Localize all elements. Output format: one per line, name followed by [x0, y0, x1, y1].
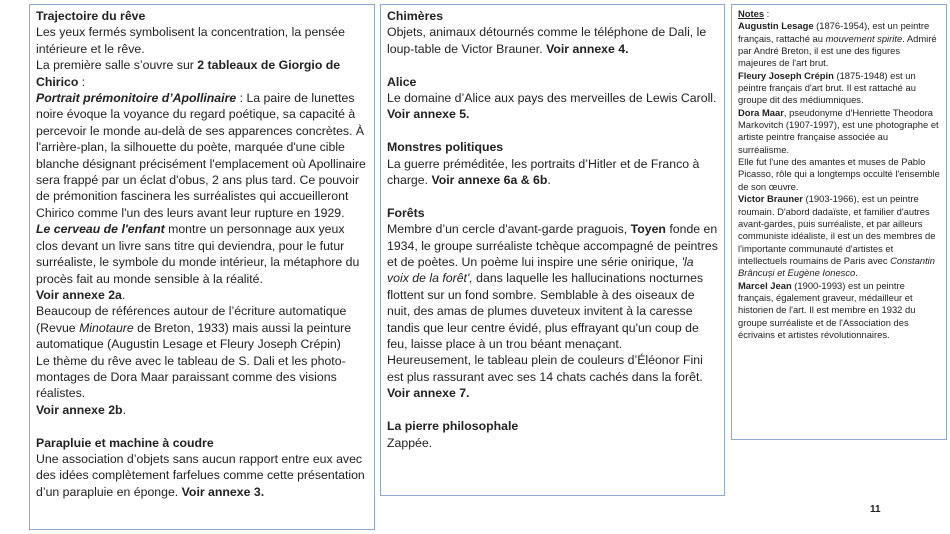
automatic-writing-paragraph: Beaucoup de références autour de l’écriture automatique (Revue Minotaure de Breton, 1933) mais aussi la peinture automatique (Augustin Lesage et Fleury Joseph Crépin) — [36, 304, 352, 352]
section-title-forets: Forêts — [387, 205, 425, 220]
pierre-paragraph: Zappée. — [387, 435, 433, 450]
section-title-parapluie: Parapluie et machine à coudre — [36, 435, 214, 450]
monstres-paragraph: La guerre préméditée, les portraits d’Hitler et de Franco à charge. Voir annexe 6a & 6b. — [387, 156, 700, 188]
notes-heading: Notes : — [738, 8, 770, 19]
cerveau-paragraph: Le cerveau de l'enfant montre un personnage aux yeux clos devant un livre sans titre qui deviendra, pour le futur surréaliste, le symbole du monde intérieur, la métaphore du procès fait au monde sensible à la réalité. — [36, 222, 360, 286]
chimeres-paragraph: Objets, animaux détournés comme le téléphone de Dali, le loup-table de Victor Brauner. Voir annexe 4. — [387, 25, 707, 56]
parapluie-paragraph: Une association d’objets sans aucun rapport entre eux avec des idées complètement farfelues comme cette présentation d’un parapluie en éponge. Voir annexe 3. — [36, 451, 365, 499]
annex-5-ref: Voir annexe 5. — [387, 107, 470, 122]
middle-column-box — [380, 4, 725, 496]
painting-title-cerveau: Le cerveau de l'enfant — [36, 222, 165, 237]
forets-paragraph: Membre d’un cercle d'avant-garde praguois, Toyen fonde en 1934, le groupe surréaliste tchèque accompagné de peintres et de poètes. Un poème lui inspire une série onirique, 'la voix de la forêt', dans laquelle les hallucinations nocturnes flottent sur un fond sombre. Semblable à des oiseaux de nuit, des amas de plumes duveteux invitent à la caresse tandis que leur centre évidé, plus effrayant qu'un coup de feu, laisse place à un trou béant menaçant. — [387, 222, 718, 352]
alice-paragraph: Le domaine d’Alice aux pays des merveilles de Lewis Caroll. — [387, 91, 717, 106]
left-column-box — [29, 4, 375, 530]
section-title-pierre: La pierre philosophale — [387, 419, 519, 434]
annex-2a-ref: Voir annexe 2a. — [36, 287, 126, 302]
note-brauner: Victor Brauner (1903-1966), est un peintre roumain. D'abord dadaïste, et familier d'autres avant-gardes, puis surréaliste, et par ailleurs communiste idéaliste, il est un des membres de l'importante communauté d'artistes et intellectuels roumains de Paris avec Constantin Brâncuși et Eugène Ionesco. — [738, 193, 936, 279]
section-title-chimeres: Chimères — [387, 9, 444, 23]
fini-paragraph: Heureusement, le tableau plein de couleurs d’Éléonor Fini est plus rassurant avec ses 14 chats cachés dans la forêt. — [387, 353, 703, 384]
dream-theme-paragraph: Le thème du rêve avec le tableau de S. Dali et les photo-montages de Dora Maar paraissant comme des visions réalistes. — [36, 353, 346, 401]
page-number: 11 — [870, 504, 881, 515]
painting-title-apollinaire: Portrait prémonitoire d’Apollinaire — [36, 91, 237, 106]
note-maar-2: Elle fut l'une des amantes et muses de Pablo Picasso, rôle qui a longtemps occulté l'ensemble de son œuvre. — [738, 156, 940, 192]
note-crepin: Fleury Joseph Crépin (1875-1948) est un peintre français d'art brut. Il est rattaché au groupe dit des médiumniques. — [738, 69, 916, 106]
first-room-intro: La première salle s’ouvre sur 2 tableaux de Giorgio de Chirico : — [36, 58, 341, 89]
annex-7-ref: Voir annexe 7. — [387, 386, 470, 401]
apollinaire-paragraph: Portrait prémonitoire d’Apollinaire : La paire de lunettes noire évoque la voyance du regard poétique, sa capacité à percevoir le monde au-delà de ses apparences concrètes. À l'arrière-plan, la silhouette du poète, marquée d'une cible blanche désignant précisément l'emplacement où Apollinaire sera frappé par un éclat d'obus, 2 ans plus tard. Ce pouvoir de prémonition fascinera les surréalistes qui accueilleront Chirico comme l'un des leurs avant leur rupture en 1929. — [36, 91, 366, 220]
note-jean: Marcel Jean (1900-1993) est un peintre français, également graveur, médailleur et historien de l'art. Il est membre en 1932 du groupe surréaliste et de l'Association des écrivains et artistes révolutionnaires. — [738, 279, 916, 340]
note-lesage: Augustin Lesage (1876-1954), est un peintre français, rattaché au mouvement spirite. Admiré par André Breton, il est une des figures majeures de l'art brut. — [738, 20, 937, 69]
section-title-monstres: Monstres politiques — [387, 140, 504, 155]
trajectoire-text: Les yeux fermés symbolisent la concentration, la pensée intérieure et le rêve. — [36, 25, 345, 56]
section-title-trajectoire: Trajectoire du rêve — [36, 9, 146, 23]
section-title-alice: Alice — [387, 74, 417, 89]
annex-2b-ref: Voir annexe 2b. — [36, 402, 126, 417]
notes-box — [731, 4, 947, 440]
note-maar: Dora Maar, pseudonyme d'Henriette Theodora Markovitch (1907-1997), est une photographe et artiste peintre française associée au surréalisme. — [738, 106, 939, 155]
